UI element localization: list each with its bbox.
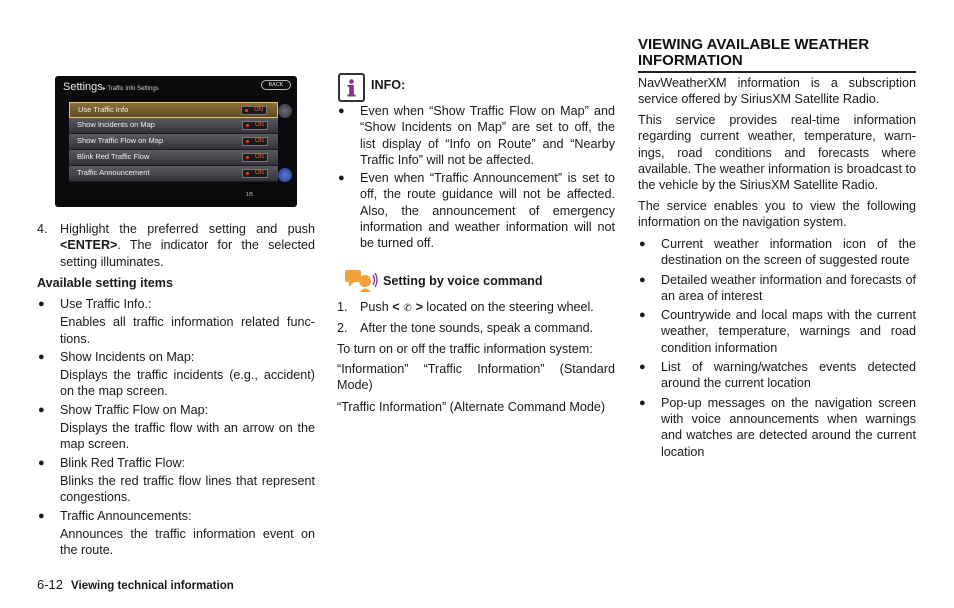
list-item: ● Traffic Announcements: Announces the traffic information event on the route. xyxy=(38,508,315,558)
screen-menu-row: Show Incidents on Map ON xyxy=(69,118,278,134)
page-footer xyxy=(37,577,234,594)
weather-section-heading xyxy=(638,37,916,73)
step-4: 4. Highlight the preferred setting and push <ENTER>. The indicator for the selected setting illuminates. xyxy=(37,222,315,269)
list-item: ● Countrywide and local maps with the current weather, temperature, warnings and road condition information xyxy=(639,308,916,355)
talk-switch-icon: ✆ xyxy=(403,303,412,314)
screen-back-button: BACK xyxy=(261,80,291,90)
list-item: ● Current weather information icon of the destination on the screen of suggested route xyxy=(639,237,916,268)
screen-menu-row: Blink Red Traffic Flow ON xyxy=(69,150,278,166)
list-item: ● Blink Red Traffic Flow: Blinks the red traffic flow lines that represent congestions. xyxy=(38,455,315,505)
voice-command-heading: Setting by voice command xyxy=(383,274,543,288)
screen-menu-row: Use Traffic Info ON xyxy=(69,102,278,118)
voice-paragraph: “Traffic Information” (Alternate Command Mode) xyxy=(337,400,606,414)
voice-step-1: 1. Push < ✆ > located on the steering wheel. xyxy=(337,299,615,317)
list-item: ● Show Incidents on Map: Displays the traffic incidents (e.g., accident) on the map screen. xyxy=(38,349,315,399)
weather-paragraph: NavWeatherXM information is a subscription service offered by SiriusXM Satellite Radio. xyxy=(638,76,916,107)
list-item: ● Show Traffic Flow on Map: Displays the traffic flow with an arrow on the map screen. xyxy=(38,402,315,452)
settings-screen-image xyxy=(55,76,297,207)
list-item: ● List of warning/watches events detected around the current location xyxy=(639,360,916,391)
info-label: INFO: xyxy=(371,78,406,92)
voice-step-2: 2. After the tone sounds, speak a command. xyxy=(337,321,594,335)
enter-key-label: <ENTER> xyxy=(60,238,118,253)
screen-menu-row: Traffic Announcement ON xyxy=(69,166,278,182)
list-item: ● Use Traffic Info.: Enables all traffic information related func- tions. xyxy=(38,297,315,346)
screen-menu-row: Show Traffic Flow on Map ON xyxy=(69,134,278,150)
available-items-list xyxy=(37,296,315,558)
weather-bullets xyxy=(638,236,916,460)
weather-paragraph: This service provides real-time information regarding current weather, temperature, warn- ings, road conditions and forecasts where available. The weather information is broadcast to the vehicle by the SiriusXM Satellite Radio. xyxy=(638,113,916,193)
page-number: 6-12 xyxy=(37,577,64,592)
voice-command-icon xyxy=(343,268,378,294)
page-title: VIEWING AVAILABLE WEATHER INFORMATION xyxy=(638,36,870,69)
screen-scroll-down-icon xyxy=(278,168,292,182)
info-icon xyxy=(338,73,365,102)
info-bullets xyxy=(337,103,615,252)
screen-title: Settings▸ Traffic Info Settings xyxy=(63,81,159,93)
list-item: ● Detailed weather information and forecasts of an area of interest xyxy=(639,272,916,303)
footer-title: Viewing technical information xyxy=(71,580,234,592)
available-items-heading: Available setting items xyxy=(37,276,174,290)
list-item: ● Even when “Show Traffic Flow on Map” and “Show Incidents on Map” are set to off, the list display of “Info on Route” and “Nearby Traffic Info” will not be affected. xyxy=(338,104,615,167)
list-item: ● Pop-up messages on the navigation screen with voice announcements when warnings and watches are detected around the current location xyxy=(639,395,916,459)
heading-rule xyxy=(638,71,916,73)
screen-page-indicator: 1/5 xyxy=(246,191,253,198)
screen-subtitle: ▸ Traffic Info Settings xyxy=(102,86,159,92)
screen-menu xyxy=(69,102,297,182)
voice-paragraph: To turn on or off the traffic information system: xyxy=(337,342,593,356)
voice-paragraph: “Information” “Traffic Information” (Standard Mode) xyxy=(337,362,615,393)
screen-scroll-up-icon xyxy=(278,104,292,118)
weather-paragraph: The service enables you to view the following information on the navigation system. xyxy=(638,199,916,230)
list-item: ● Even when “Traffic Announcement” is set to off, the route guidance will not be affected. Also, the announcement of emergency information and weather information will not be turned off. xyxy=(338,171,615,251)
